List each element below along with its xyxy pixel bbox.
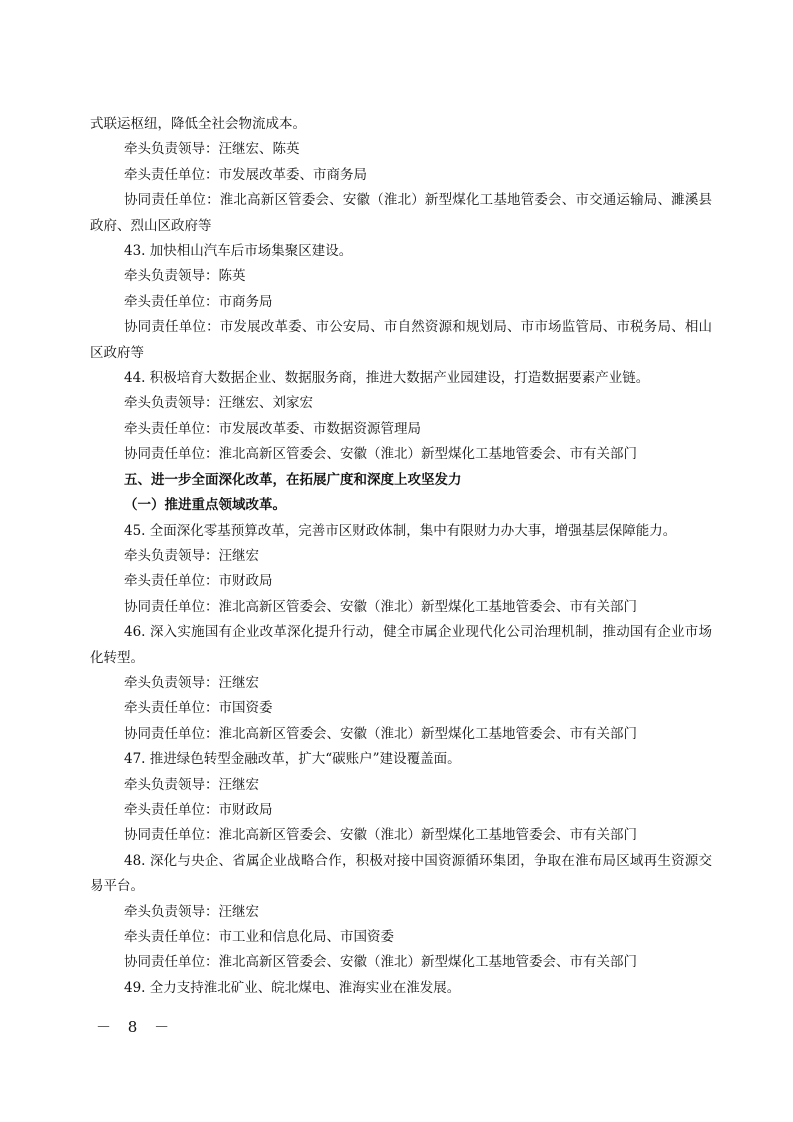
page-number: － 8 － xyxy=(96,1018,176,1036)
paragraph: 牵头责任单位：市国资委 xyxy=(124,700,273,717)
paragraph: 协同责任单位：市发展改革委、市公安局、市自然资源和规划局、市市场监管局、市税务局、相山区政府等 xyxy=(90,319,712,361)
paragraph: 43. 加快相山汽车后市场集聚区建设。 xyxy=(124,243,353,260)
paragraph: 44. 积极培育大数据企业、数据服务商，推进大数据产业园建设，打造数据要素产业链。 xyxy=(124,370,650,387)
document-body xyxy=(90,112,712,1001)
paragraph: 牵头负责领导：汪继宏、刘家宏 xyxy=(124,395,313,412)
paragraph: 协同责任单位：淮北高新区管委会、安徽（淮北）新型煤化工基地管委会、市有关部门 xyxy=(124,598,637,615)
paragraph: 牵头负责领导：汪继宏 xyxy=(124,674,259,691)
paragraph: 协同责任单位：淮北高新区管委会、安徽（淮北）新型煤化工基地管委会、市有关部门 xyxy=(124,827,637,844)
paragraph: 牵头责任单位：市财政局 xyxy=(124,573,273,590)
paragraph: 牵头负责领导：汪继宏、陈英 xyxy=(124,141,300,158)
paragraph: 45. 全面深化零基预算改革，完善市区财政体制，集中有限财力办大事，增强基层保障能力。 xyxy=(124,522,677,539)
paragraph: 牵头责任单位：市发展改革委、市数据资源管理局 xyxy=(124,420,421,437)
paragraph: 牵头责任单位：市财政局 xyxy=(124,801,273,818)
paragraph: 48. 深化与央企、省属企业战略合作，积极对接中国资源循环集团，争取在淮布局区域再生资源交易平台。 xyxy=(90,852,712,895)
paragraph: 牵头责任单位：市发展改革委、市商务局 xyxy=(124,166,367,183)
section-heading: 五、进一步全面深化改革，在拓展广度和深度上攻坚发力 xyxy=(124,471,462,488)
paragraph: 牵头负责领导：汪继宏 xyxy=(124,903,259,920)
paragraph: 牵头负责领导：汪继宏 xyxy=(124,547,259,564)
paragraph: 47. 推进绿色转型金融改革，扩大“碳账户”建设覆盖面。 xyxy=(124,751,461,768)
paragraph: 协同责任单位：淮北高新区管委会、安徽（淮北）新型煤化工基地管委会、市有关部门 xyxy=(124,725,637,742)
paragraph: 牵头负责领导：陈英 xyxy=(124,268,246,285)
paragraph: 协同责任单位：淮北高新区管委会、安徽（淮北）新型煤化工基地管委会、市交通运输局、濉溪县政府、烈山区政府等 xyxy=(90,192,712,234)
paragraph: 49. 全力支持淮北矿业、皖北煤电、淮海实业在淮发展。 xyxy=(124,979,461,996)
paragraph: 牵头负责领导：汪继宏 xyxy=(124,776,259,793)
paragraph: 式联运枢纽，降低全社会物流成本。 xyxy=(90,116,306,132)
paragraph: 牵头责任单位：市工业和信息化局、市国资委 xyxy=(124,929,394,945)
subsection-heading: （一）推进重点领域改革。 xyxy=(124,497,286,514)
paragraph: 46. 深入实施国有企业改革深化提升行动，健全市属企业现代化公司治理机制，推动国有企业市场化转型。 xyxy=(90,624,712,666)
paragraph: 协同责任单位：淮北高新区管委会、安徽（淮北）新型煤化工基地管委会、市有关部门 xyxy=(124,954,637,971)
paragraph: 协同责任单位：淮北高新区管委会、安徽（淮北）新型煤化工基地管委会、市有关部门 xyxy=(124,446,637,463)
paragraph: 牵头责任单位：市商务局 xyxy=(124,293,273,310)
